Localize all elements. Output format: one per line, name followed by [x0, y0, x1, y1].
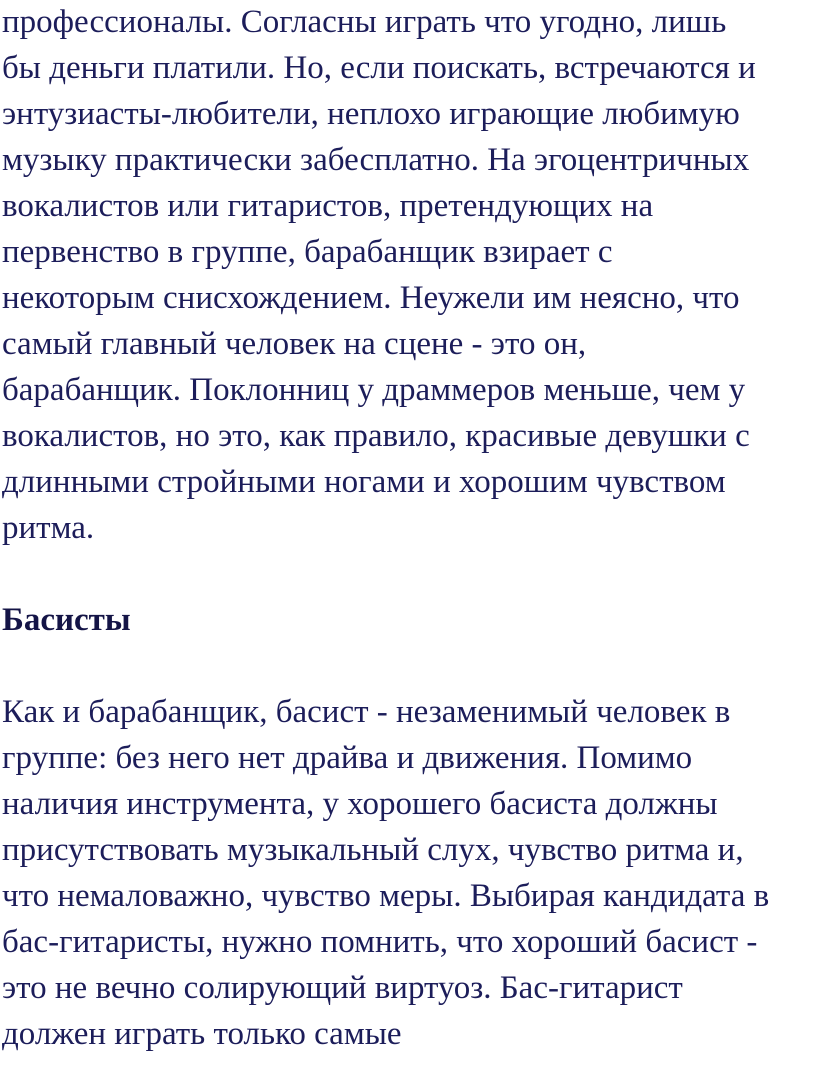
text-line: энтузиасты-любители, неплохо играющие любимую: [2, 96, 740, 132]
text-line: присутствовать музыкальный слух, чувство ритма и,: [2, 832, 744, 868]
text-line: Как и барабанщик, басист - незаменимый человек в: [2, 694, 731, 730]
text-line: ритма.: [2, 510, 95, 546]
text-line: самый главный человек на сцене - это он,: [2, 326, 587, 362]
text-line: некоторым снисхождением. Неужели им неясно, что: [2, 280, 740, 316]
text-line: музыку практически забесплатно. На эгоцентричных: [2, 142, 750, 178]
text-line: длинными стройными ногами и хорошим чувством: [2, 464, 726, 500]
text-line: должен играть только самые: [2, 1016, 402, 1052]
text-line: это не вечно солирующий виртуоз. Бас-гитарист: [2, 970, 683, 1006]
text-line: профессионалы. Согласны играть что угодно, лишь: [2, 4, 727, 40]
text-line: вокалистов, но это, как правило, красивые девушки с: [2, 418, 750, 454]
text-line: бас-гитаристы, нужно помнить, что хороший басист -: [2, 924, 758, 960]
text-line: вокалистов или гитаристов, претендующих на: [2, 188, 654, 224]
text-line: группе: без него нет драйва и движения. Помимо: [2, 740, 693, 776]
text-line: что немаловажно, чувство меры. Выбирая кандидата в: [2, 878, 770, 914]
text-line: первенство в группе, барабанщик взирает с: [2, 234, 613, 270]
text-line: наличия инструмента, у хорошего басиста должны: [2, 786, 718, 822]
text-line: барабанщик. Поклонниц у драммеров меньше, чем у: [2, 372, 746, 408]
section-heading: Басисты: [2, 602, 131, 638]
text-line: бы деньги платили. Но, если поискать, встречаются и: [2, 50, 756, 86]
